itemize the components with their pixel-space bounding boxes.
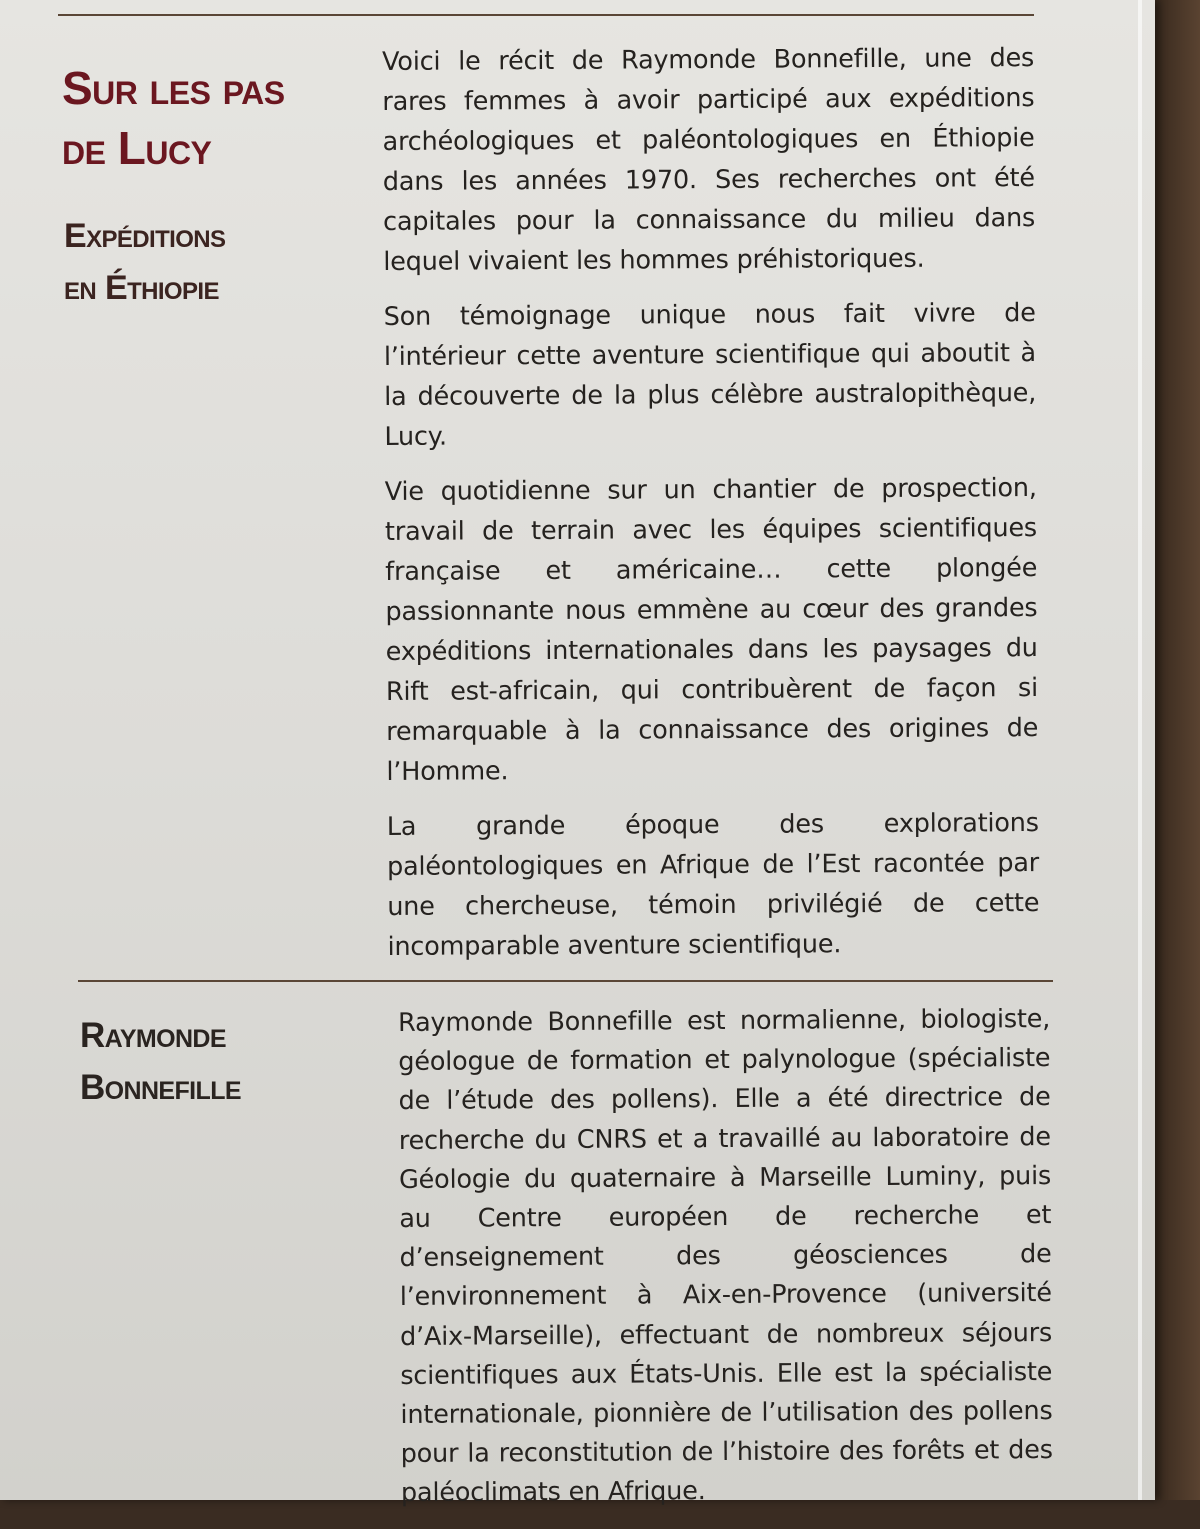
blurb-paragraph-1: Voici le récit de Raymonde Bonnefille, une des rares femmes à avoir participé aux expéditions archéologiques et paléontologiques en Éthiopie dans les années 1970. Ses recherches ont été capitales pour la connaissance du milieu dans lequel vivaient les hommes préhistoriques. <box>382 43 1036 277</box>
book-subtitle <box>64 210 225 314</box>
author-name-line-1: Raymonde <box>80 1016 226 1055</box>
book-subtitle-line-2: en Éthiopie <box>64 269 219 307</box>
book-subtitle-line-1: Expéditions <box>64 217 226 255</box>
author-name <box>80 1010 241 1114</box>
book-title-line-2: de Lucy <box>62 122 212 174</box>
author-bio-paragraph: Raymonde Bonnefille est normalienne, biologiste, géologue de formation et palynologue (spécialiste de l’étude des pollens). Elle a été directrice de recherche du CNRS et a travaillé au laboratoire de Géologie du quaternaire à Marseille Luminy, puis au Centre européen de recherche et d’enseignement des géosciences de l’environnement à Aix-en-Provence (université d’Aix-Marseille), effectuant de nombreux séjours scientifiques aux États-Unis. Elle est la spécialiste internationale, pionnière de l’utilisation des pollens pour la reconstitution de l’histoire des forêts et des paléoclimats en Afrique. <box>398 1004 1053 1509</box>
author-name-line-2: Bonnefille <box>80 1068 241 1107</box>
blurb-paragraph-3: Vie quotidienne sur un chantier de prospection, travail de terrain avec les équipes scientifiques française et américaine… cette plongée passionnante nous emmène au cœur des grandes expéditions internationales dans les paysages du Rift est-africain, qui contribuèrent de façon si remarquable à la connaissance des origines de l’Homme. <box>384 473 1039 787</box>
blurb-paragraph-4: La grande époque des explorations paléontologiques en Afrique de l’Est racontée par une chercheuse, témoin privilégié de cette incomparable aventure scientifique. <box>386 808 1040 962</box>
page-edge <box>1138 0 1142 1500</box>
middle-divider-rule <box>78 980 1053 982</box>
top-divider-rule <box>58 14 1034 16</box>
author-bio <box>398 1000 1053 1529</box>
book-title-line-1: Sur les pas <box>62 62 285 114</box>
book-blurb <box>382 38 1040 982</box>
blurb-paragraph-2: Son témoignage unique nous fait vivre de l’intérieur cette aventure scientifique qui aboutit à la découverte de la plus célèbre australopithèque, Lucy. <box>383 298 1037 452</box>
book-title <box>62 58 285 178</box>
